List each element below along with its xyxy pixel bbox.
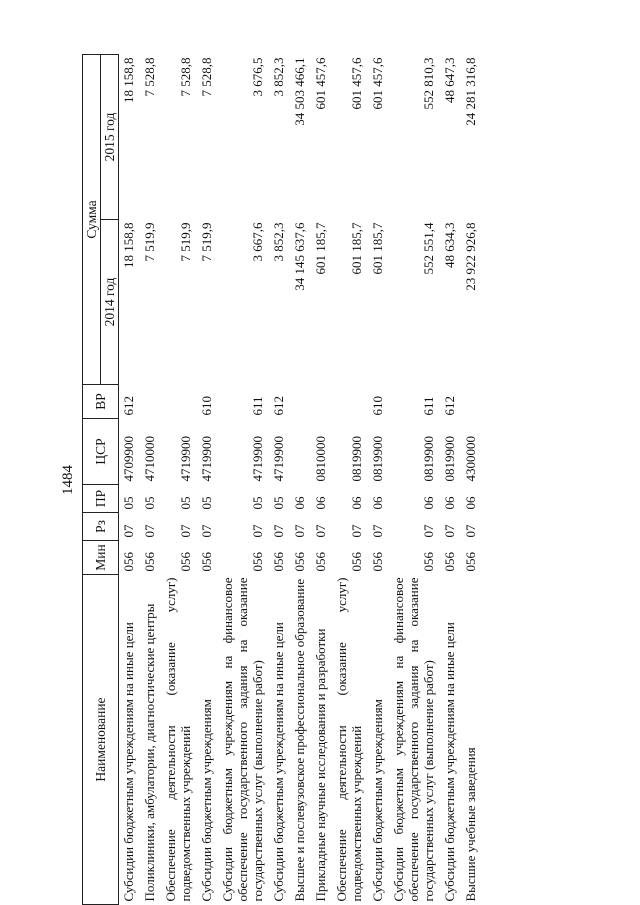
row-csr: 4300000: [463, 436, 478, 482]
row-rz: 07: [421, 524, 436, 538]
row-min: 056: [250, 552, 265, 572]
row-pr: 06: [292, 496, 307, 510]
table-row: [269, 54, 290, 904]
row-pr: 05: [178, 496, 193, 510]
budget-table: [82, 54, 482, 905]
row-rz: 07: [250, 524, 265, 538]
header-csr: ЦСР: [83, 419, 119, 485]
row-rz: 07: [271, 524, 286, 538]
row-csr: 0819900: [370, 436, 385, 482]
row-vr: [140, 385, 161, 419]
row-vr: [332, 385, 368, 419]
row-vr: 612: [121, 396, 136, 416]
table-row: [389, 54, 440, 904]
row-min: 056: [178, 552, 193, 572]
page-number: 1484: [60, 465, 76, 495]
table-body: [119, 54, 483, 904]
row-sum-2014: 34 145 637,6: [292, 222, 307, 291]
rotated-page: [58, 55, 608, 905]
row-csr: 0819900: [349, 436, 364, 482]
row-min: 056: [463, 552, 478, 572]
table-row: [161, 54, 197, 904]
row-min: 056: [313, 552, 328, 572]
row-csr: 4719900: [199, 436, 214, 482]
row-rz: 07: [121, 524, 136, 538]
row-rz: 07: [178, 524, 193, 538]
row-sum-2015: 7 528,8: [142, 57, 157, 97]
row-rz: 07: [442, 524, 457, 538]
row-vr: 610: [199, 396, 214, 416]
row-csr: 4710000: [142, 436, 157, 482]
row-name: Субсидии бюджетным учреждениям: [199, 699, 214, 902]
row-vr: [461, 385, 482, 419]
header-rz: Рз: [83, 513, 119, 541]
row-sum-2014: 601 185,7: [370, 222, 385, 275]
row-min: 056: [442, 552, 457, 572]
table-row: [311, 54, 332, 904]
row-min: 056: [142, 552, 157, 572]
table-row: [332, 54, 368, 904]
header-name: Наименование: [83, 575, 119, 905]
row-name: Субсидии бюджетным учреждениям на иные цели: [271, 622, 286, 902]
table-row: [197, 54, 218, 904]
row-name: Субсидии бюджетным учреждениям на иные цели: [442, 622, 457, 902]
row-csr: 0819900: [421, 436, 436, 482]
row-name: Высшие учебные заведения: [463, 747, 478, 902]
row-min: 056: [292, 552, 307, 572]
row-rz: 07: [370, 524, 385, 538]
row-vr: 612: [271, 396, 286, 416]
row-vr: 612: [442, 396, 457, 416]
row-csr: [290, 419, 311, 485]
row-sum-2015: 601 457,6: [313, 57, 328, 110]
row-sum-2014: 601 185,7: [313, 222, 328, 275]
table-row: [290, 54, 311, 904]
table-row: [119, 54, 141, 904]
row-sum-2014: 23 922 926,8: [463, 222, 478, 291]
row-rz: 07: [349, 524, 364, 538]
table-row: [368, 54, 389, 904]
header-sum: Сумма: [83, 54, 101, 384]
row-pr: 06: [463, 496, 478, 510]
header-2015: 2015 год: [101, 54, 119, 219]
row-csr: 0810000: [313, 436, 328, 482]
row-name: Обеспечение деятельности (оказание услуг) подведомственных учреждений: [163, 577, 193, 902]
row-sum-2014: 7 519,9: [142, 222, 157, 262]
row-sum-2015: 48 647,3: [442, 57, 457, 103]
row-sum-2014: 3 667,6: [250, 222, 265, 262]
row-sum-2014: 3 852,3: [271, 222, 286, 262]
row-vr: 611: [421, 396, 436, 416]
row-sum-2015: 34 503 466,1: [292, 57, 307, 126]
table-row: [140, 54, 161, 904]
header-2014: 2014 год: [101, 220, 119, 385]
header-pr: ПР: [83, 485, 119, 513]
row-sum-2014: 601 185,7: [349, 222, 364, 275]
row-sum-2015: 601 457,6: [370, 57, 385, 110]
row-pr: 06: [349, 496, 364, 510]
row-min: 056: [370, 552, 385, 572]
row-vr: [290, 385, 311, 419]
row-rz: 07: [313, 524, 328, 538]
row-name: Субсидии бюджетным учреждениям на финансовое обеспечение государственного задания на оказание государственных услуг (выполнение работ): [391, 577, 436, 902]
row-csr: 0819900: [442, 436, 457, 482]
row-vr: 611: [250, 396, 265, 416]
row-min: 056: [271, 552, 286, 572]
row-rz: 07: [292, 524, 307, 538]
row-name: Субсидии бюджетным учреждениям: [370, 699, 385, 902]
row-sum-2014: 48 634,3: [442, 222, 457, 268]
row-rz: 07: [463, 524, 478, 538]
row-min: 056: [349, 552, 364, 572]
row-pr: 05: [121, 496, 136, 510]
row-pr: 05: [199, 496, 214, 510]
row-sum-2015: 7 528,8: [178, 57, 193, 97]
table-row: [218, 54, 269, 904]
row-sum-2015: 24 281 316,8: [463, 57, 478, 126]
row-rz: 07: [142, 524, 157, 538]
row-vr: [161, 385, 197, 419]
row-csr: 4719900: [250, 436, 265, 482]
row-pr: 05: [142, 496, 157, 510]
row-sum-2014: 7 519,9: [178, 222, 193, 262]
row-pr: 06: [370, 496, 385, 510]
row-pr: 06: [442, 496, 457, 510]
row-sum-2015: 552 810,3: [421, 57, 436, 110]
row-min: 056: [199, 552, 214, 572]
row-rz: 07: [199, 524, 214, 538]
row-sum-2014: 7 519,9: [199, 222, 214, 262]
row-pr: 05: [250, 496, 265, 510]
row-sum-2014: 552 551,4: [421, 222, 436, 275]
row-min: 056: [421, 552, 436, 572]
table-row: [461, 54, 482, 904]
row-csr: 4709900: [121, 436, 136, 482]
row-vr: [311, 385, 332, 419]
row-sum-2015: 18 158,8: [121, 57, 136, 103]
row-pr: 05: [271, 496, 286, 510]
row-sum-2015: 601 457,6: [349, 57, 364, 110]
row-name: Субсидии бюджетным учреждениям на финансовое обеспечение государственного задания на оказание государственных услуг (выполнение работ): [220, 577, 265, 902]
row-name: Прикладные научные исследования и разработки: [313, 628, 328, 902]
row-csr: 4719900: [178, 436, 193, 482]
table-row: [440, 54, 461, 904]
row-sum-2015: 3 676,5: [250, 57, 265, 97]
row-name: Обеспечение деятельности (оказание услуг) подведомственных учреждений: [334, 577, 364, 902]
row-pr: 06: [421, 496, 436, 510]
row-csr: 4719900: [271, 436, 286, 482]
row-pr: 06: [313, 496, 328, 510]
row-vr: 610: [370, 396, 385, 416]
header-min: Мин: [83, 541, 119, 575]
row-sum-2015: 7 528,8: [199, 57, 214, 97]
row-sum-2015: 3 852,3: [271, 57, 286, 97]
row-sum-2014: 18 158,8: [121, 222, 136, 268]
row-name: Субсидии бюджетным учреждениям на иные цели: [121, 622, 136, 902]
row-name: Высшее и послевузовское профессиональное образование: [292, 578, 307, 902]
row-min: 056: [121, 552, 136, 572]
row-name: Поликлиники, амбулатории, диагностические центры: [142, 603, 157, 902]
header-vr: ВР: [83, 385, 119, 419]
